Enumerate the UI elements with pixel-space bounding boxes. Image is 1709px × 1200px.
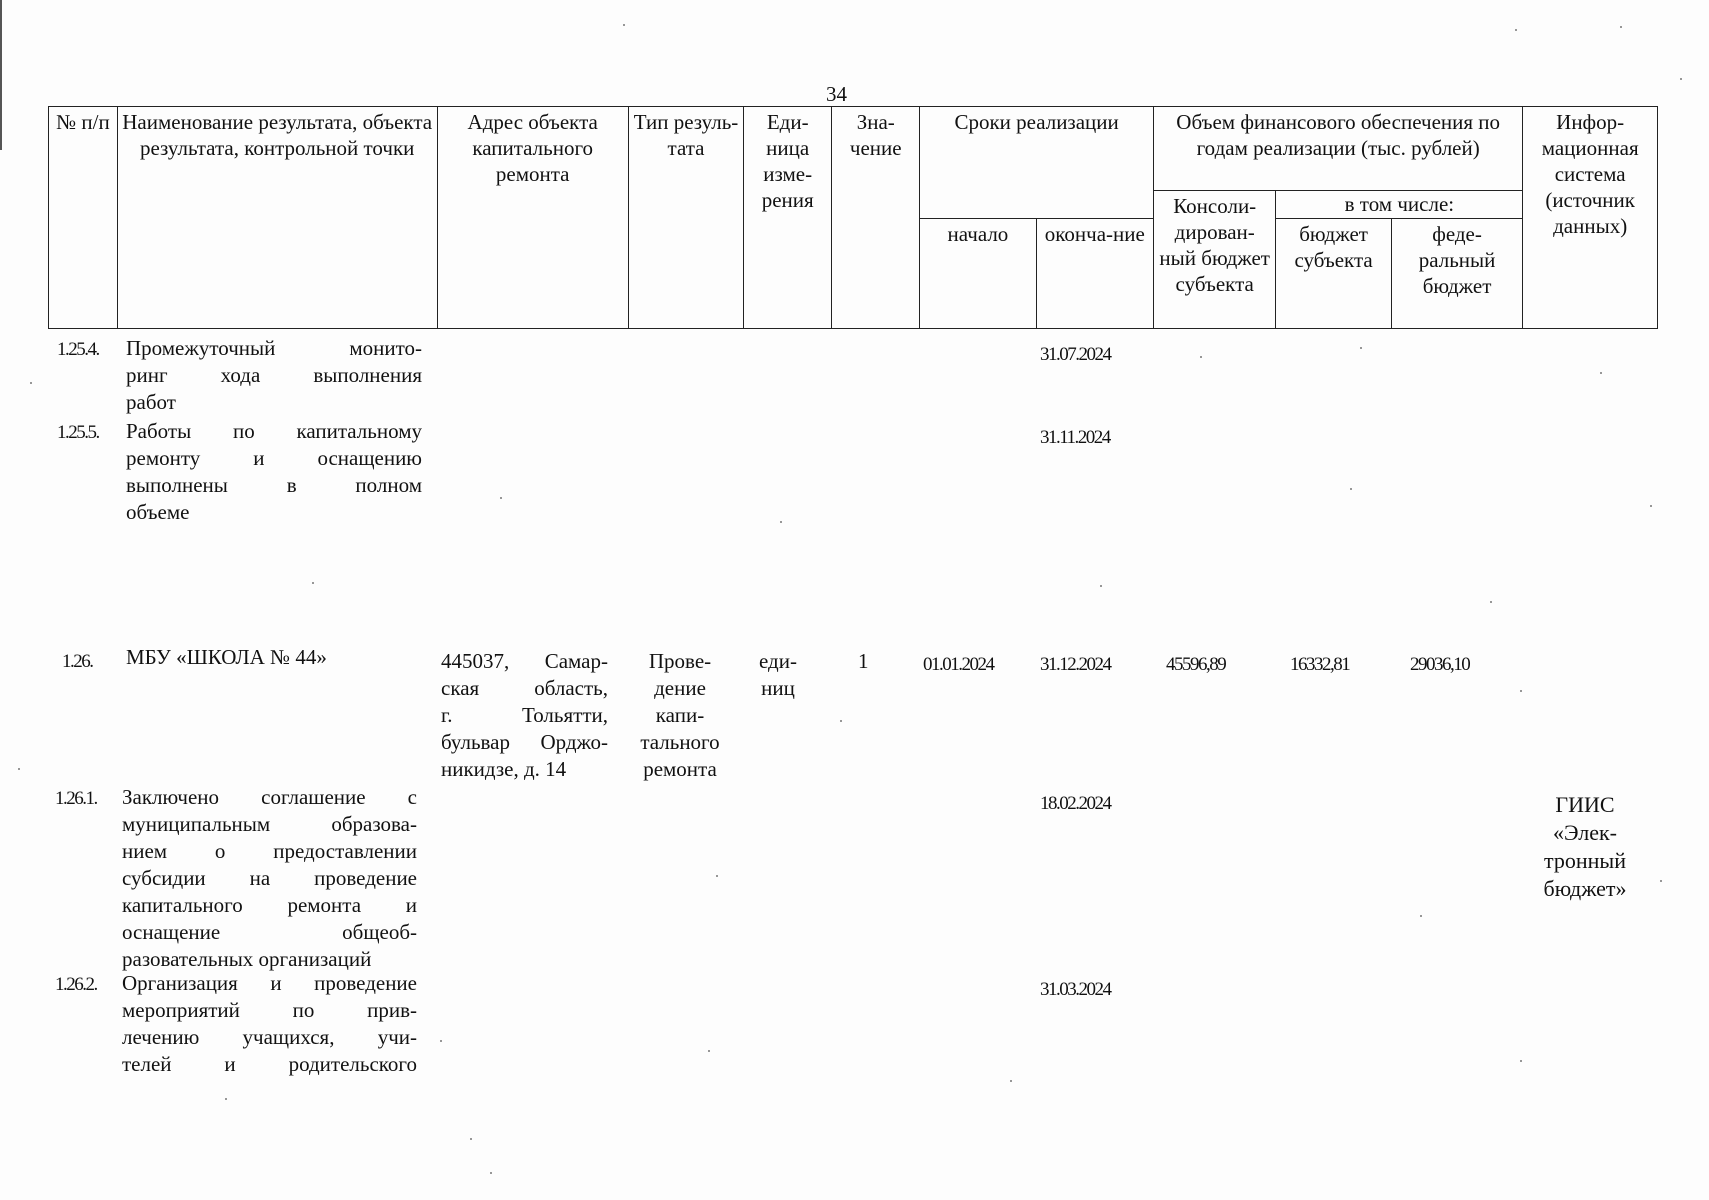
result-type: Прове- дение капи- тального ремонта [640, 649, 720, 781]
scan-speck [780, 521, 782, 523]
scan-speck [1600, 372, 1602, 374]
scan-speck [1520, 690, 1522, 692]
header-consolidated: Консоли-дирован-ный бюджет субъекта [1153, 191, 1275, 329]
header-federal-budget: феде-ральный бюджет [1391, 219, 1523, 329]
row-number: 1.25.5. [57, 422, 99, 443]
scan-speck [1660, 880, 1662, 882]
scan-speck [1490, 601, 1492, 603]
row-name: Промежуточный монито- ринг хода выполнения работ [126, 336, 422, 414]
row-end-date: 31.11.2024 [1040, 427, 1110, 448]
scan-speck [18, 768, 20, 770]
row-end-date: 31.07.2024 [1040, 344, 1111, 365]
scan-speck [1420, 915, 1422, 917]
header-info-system: Инфор-мационная система (источник данных) [1523, 107, 1658, 329]
header-terms: Сроки реализации [920, 107, 1154, 219]
end-date: 31.12.2024 [1040, 654, 1111, 675]
scan-speck [1200, 356, 1202, 358]
row-number: 1.26. [62, 651, 93, 672]
scan-speck [708, 1050, 710, 1052]
scan-speck [1360, 347, 1362, 349]
header-including: в том числе: [1276, 191, 1523, 219]
header-finance: Объем финансового обеспечения по годам реализации (тыс. рублей) [1153, 107, 1522, 191]
row-end-date: 31.03.2024 [1040, 979, 1111, 1000]
subject-budget-value: 16332,81 [1290, 654, 1350, 675]
row-name: Заключено соглашение с муниципальным образова- нием о предоставлении субсидии на проведение капитального ремонта и оснащение общеоб- разовательных организаций [122, 785, 417, 971]
header-type: Тип резуль-тата [628, 107, 743, 329]
header-end: оконча-ние [1036, 219, 1153, 329]
scan-speck [1650, 505, 1652, 507]
consolidated-budget-value: 45596,89 [1166, 654, 1226, 675]
header-unit: Еди-ница изме-рения [744, 107, 832, 329]
federal-budget-value: 29036,10 [1410, 654, 1470, 675]
header-subject-budget: бюджет субъекта [1276, 219, 1391, 329]
start-date: 01.01.2024 [923, 654, 994, 675]
header-value: Зна-чение [832, 107, 920, 329]
page-edge-line [0, 0, 2, 150]
page-number: 34 [826, 82, 847, 106]
scan-speck [716, 875, 718, 877]
header-num: № п/п [49, 107, 118, 329]
header-start: начало [920, 219, 1036, 329]
scan-speck [312, 582, 314, 584]
object-name: МБУ «ШКОЛА № 44» [126, 645, 327, 669]
header-address: Адрес объекта капитального ремонта [437, 107, 628, 329]
scan-speck [840, 720, 842, 722]
table-header [48, 106, 1658, 329]
row-number: 1.26.1. [55, 788, 97, 809]
scan-speck [470, 1138, 472, 1140]
scan-speck [1515, 29, 1517, 31]
info-system: ГИИС «Элек- тронный бюджет» [1543, 792, 1627, 901]
scan-speck [225, 1098, 227, 1100]
row-end-date: 18.02.2024 [1040, 793, 1111, 814]
scan-speck [623, 24, 625, 26]
row-name: Работы по капитальному ремонту и оснащению выполнены в полном объеме [126, 419, 422, 524]
object-address: 445037, Самар- ская область, г. Тольятти, бульвар Орджо- никидзе, д. 14 [441, 649, 608, 781]
row-number: 1.26.2. [55, 974, 97, 995]
scan-speck [1620, 26, 1622, 28]
scan-speck [1520, 1060, 1522, 1062]
row-name: Организация и проведение мероприятий по прив- лечению учащихся, учи- телей и родительского [122, 971, 417, 1076]
scan-speck [440, 1040, 442, 1042]
scan-speck [1100, 585, 1102, 587]
unit-of-measure: еди- ниц [759, 649, 797, 700]
scan-speck [1680, 78, 1682, 80]
scan-speck [500, 497, 502, 499]
scan-speck [1350, 488, 1352, 490]
row-number: 1.25.4. [57, 339, 99, 360]
result-value: 1 [858, 649, 869, 673]
scan-speck [1010, 1080, 1012, 1082]
scan-speck [30, 382, 32, 384]
scan-speck [490, 1172, 492, 1174]
header-name: Наименование результата, объекта результата, контрольной точки [117, 107, 437, 329]
